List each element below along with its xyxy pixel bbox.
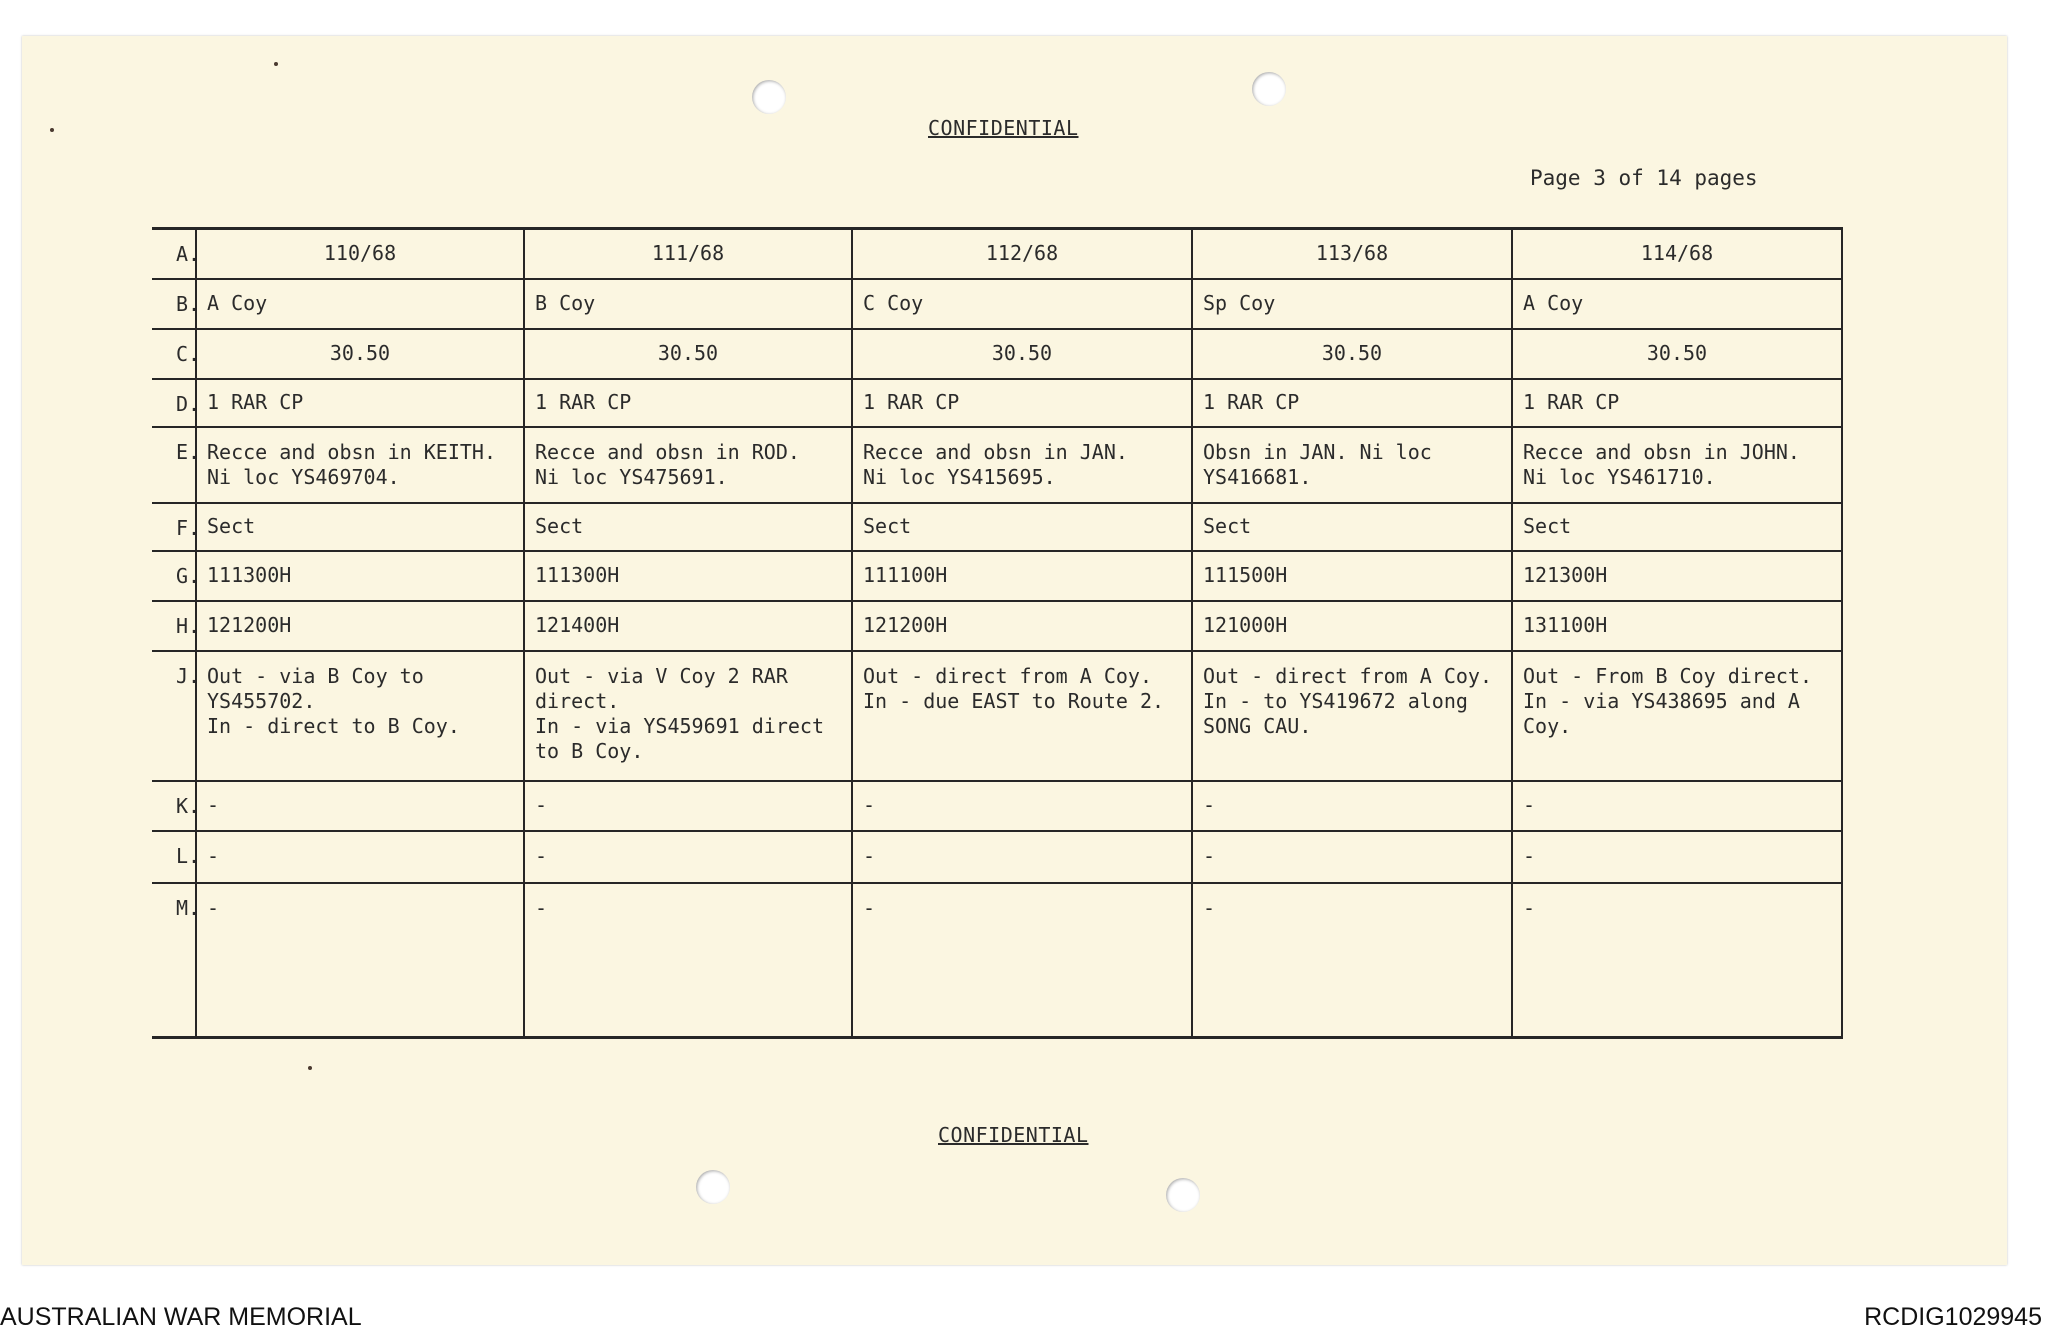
table-cell: Sect xyxy=(1512,503,1842,551)
classification-header: CONFIDENTIAL xyxy=(928,116,1079,140)
table-cell: Sect xyxy=(524,503,852,551)
table-cell: Out - direct from A Coy. In - due EAST to Route 2. xyxy=(852,651,1192,781)
table-row xyxy=(152,831,1842,883)
table-cell: C Coy xyxy=(852,279,1192,329)
punch-hole xyxy=(752,80,786,114)
table-cell: 1 RAR CP xyxy=(1192,379,1512,427)
table-cell: A Coy xyxy=(196,279,524,329)
table-cell: 30.50 xyxy=(852,329,1192,379)
row-label: G. xyxy=(152,551,196,601)
table-cell: 121400H xyxy=(524,601,852,651)
row-label: J. xyxy=(152,651,196,781)
table-cell: - xyxy=(1512,831,1842,883)
row-label: C. xyxy=(152,329,196,379)
row-label: L. xyxy=(152,831,196,883)
table-cell: 1 RAR CP xyxy=(524,379,852,427)
table-cell: - xyxy=(524,883,852,1038)
table-cell: A Coy xyxy=(1512,279,1842,329)
patrol-table xyxy=(152,227,1843,1039)
table-row xyxy=(152,427,1842,503)
table-cell: - xyxy=(1192,781,1512,831)
table-row xyxy=(152,279,1842,329)
table-cell: 1 RAR CP xyxy=(196,379,524,427)
table-row xyxy=(152,883,1842,1038)
table-cell: Sect xyxy=(196,503,524,551)
ink-speck xyxy=(50,128,54,132)
table-cell: 111/68 xyxy=(524,229,852,279)
table-cell: 111300H xyxy=(196,551,524,601)
table-cell: 110/68 xyxy=(196,229,524,279)
table-cell: Sect xyxy=(1192,503,1512,551)
archive-caption: AUSTRALIAN WAR MEMORIAL xyxy=(0,1303,362,1331)
record-id-caption: RCDIG1029945 xyxy=(1864,1303,2042,1331)
table-cell: 121300H xyxy=(1512,551,1842,601)
table-cell: Recce and obsn in ROD. Ni loc YS475691. xyxy=(524,427,852,503)
table-cell: 30.50 xyxy=(196,329,524,379)
row-label: K. xyxy=(152,781,196,831)
document-sheet xyxy=(22,36,2007,1265)
table-cell: 1 RAR CP xyxy=(1512,379,1842,427)
table-cell: 111500H xyxy=(1192,551,1512,601)
table-cell: - xyxy=(852,831,1192,883)
row-label: D. xyxy=(152,379,196,427)
row-label: M. xyxy=(152,883,196,1038)
table-row xyxy=(152,379,1842,427)
row-label: B. xyxy=(152,279,196,329)
row-label: H. xyxy=(152,601,196,651)
punch-hole xyxy=(1252,72,1286,106)
table-cell: 112/68 xyxy=(852,229,1192,279)
table-cell: Recce and obsn in JOHN. Ni loc YS461710. xyxy=(1512,427,1842,503)
table-cell: - xyxy=(196,831,524,883)
table-cell: 30.50 xyxy=(1192,329,1512,379)
table-row xyxy=(152,229,1842,279)
table-cell: - xyxy=(524,831,852,883)
table-cell: Out - From B Coy direct. In - via YS438695 and A Coy. xyxy=(1512,651,1842,781)
table-cell: 131100H xyxy=(1512,601,1842,651)
table-cell: Out - via B Coy to YS455702. In - direct to B Coy. xyxy=(196,651,524,781)
table-cell: Sp Coy xyxy=(1192,279,1512,329)
table-cell: 30.50 xyxy=(524,329,852,379)
table-cell: Recce and obsn in JAN. Ni loc YS415695. xyxy=(852,427,1192,503)
table-cell: B Coy xyxy=(524,279,852,329)
table-cell: 114/68 xyxy=(1512,229,1842,279)
table-cell: 113/68 xyxy=(1192,229,1512,279)
table-cell: - xyxy=(852,781,1192,831)
table-cell: Sect xyxy=(852,503,1192,551)
table-row xyxy=(152,651,1842,781)
table-cell: Recce and obsn in KEITH. Ni loc YS469704. xyxy=(196,427,524,503)
table-cell: 121000H xyxy=(1192,601,1512,651)
ink-speck xyxy=(308,1066,312,1070)
row-label: F. xyxy=(152,503,196,551)
table-cell: 111100H xyxy=(852,551,1192,601)
table-cell: 30.50 xyxy=(1512,329,1842,379)
table-cell: - xyxy=(1192,831,1512,883)
table-cell: 111300H xyxy=(524,551,852,601)
table-cell: Obsn in JAN. Ni loc YS416681. xyxy=(1192,427,1512,503)
table-cell: 1 RAR CP xyxy=(852,379,1192,427)
table-cell: - xyxy=(524,781,852,831)
page-number: Page 3 of 14 pages xyxy=(1530,166,1758,190)
table-row xyxy=(152,601,1842,651)
table-cell: Out - via V Coy 2 RAR direct. In - via YS459691 direct to B Coy. xyxy=(524,651,852,781)
table-cell: 121200H xyxy=(196,601,524,651)
table-cell: - xyxy=(196,781,524,831)
table-cell: - xyxy=(1192,883,1512,1038)
table-cell: - xyxy=(196,883,524,1038)
table-cell: 121200H xyxy=(852,601,1192,651)
table-row xyxy=(152,329,1842,379)
table-cell: - xyxy=(1512,781,1842,831)
punch-hole xyxy=(1166,1178,1200,1212)
row-label: E. xyxy=(152,427,196,503)
table-row xyxy=(152,551,1842,601)
table-row xyxy=(152,781,1842,831)
table-cell: - xyxy=(1512,883,1842,1038)
row-label: A. xyxy=(152,229,196,279)
punch-hole xyxy=(696,1170,730,1204)
classification-footer: CONFIDENTIAL xyxy=(938,1123,1089,1147)
table-cell: Out - direct from A Coy. In - to YS419672 along SONG CAU. xyxy=(1192,651,1512,781)
table-row xyxy=(152,503,1842,551)
table-cell: - xyxy=(852,883,1192,1038)
ink-speck xyxy=(274,62,278,66)
